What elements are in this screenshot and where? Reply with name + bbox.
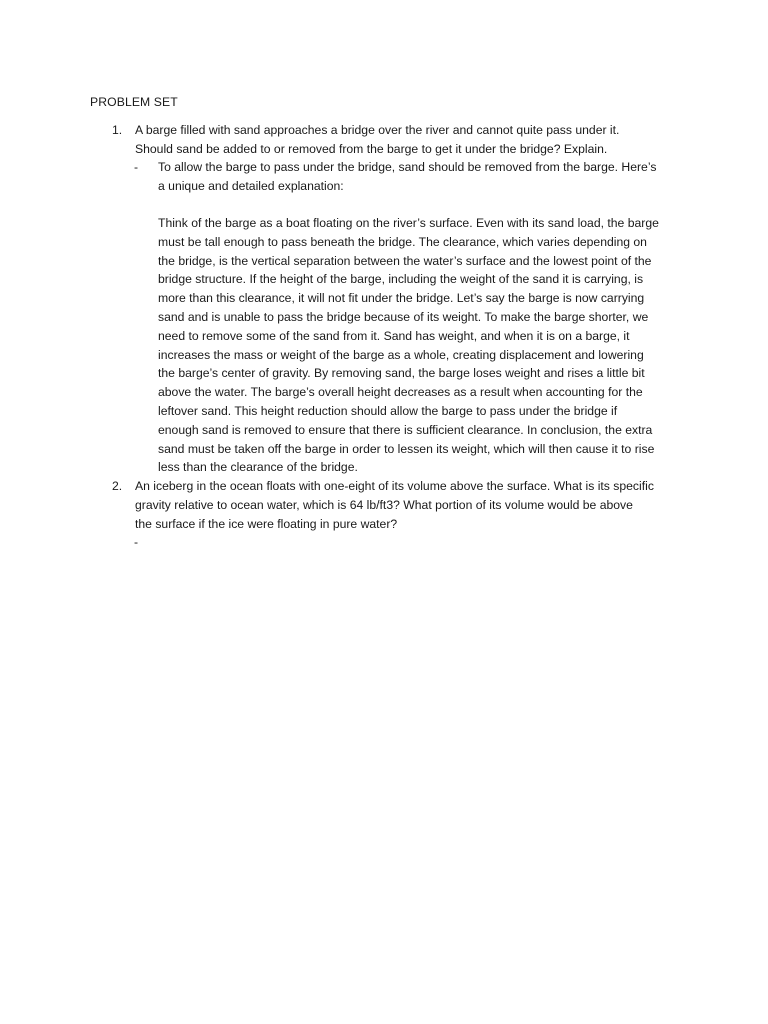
answer-dash: - [134,160,139,174]
question-line: Should sand be added to or removed from the barge to get it under the bridge? Explain. [135,141,608,156]
problem-question [135,121,680,159]
answer-line: a unique and detailed explanation: [158,178,344,193]
question-line: the surface if the ice were floating in pure water? [135,516,398,531]
answer-body-line: sand must be taken off the barge in order to lessen its weight, which will then cause it to rise [158,441,655,456]
problem-number: 2. [112,479,123,493]
answer-body-line: leftover sand. This height reduction should allow the barge to pass under the bridge if [158,403,618,418]
problem-question [135,477,680,533]
answer-body [158,214,683,477]
answer-body-line: bridge structure. If the height of the barge, including the weight of the sand it is carrying, is [158,272,644,287]
answer-body-line: above the water. The barge’s overall height decreases as a result when accounting for the [158,385,643,400]
answer-body-line: need to remove some of the sand from it. Sand has weight, and when it is on a barge, it [158,328,630,343]
answer-body-line: increases the mass or weight of the barge as a whole, creating displacement and lowering [158,347,644,362]
answer-body-line: more than this clearance, it will not fit under the bridge. Let’s say the barge is now carrying [158,291,645,306]
answer-body-line: Think of the barge as a boat floating on the river’s surface. Even with its sand load, the barge [158,216,659,230]
question-line: A barge filled with sand approaches a bridge over the river and cannot quite pass under it. [135,123,620,137]
answer-body-line: must be tall enough to pass beneath the bridge. The clearance, which varies depending on [158,234,647,249]
question-line: gravity relative to ocean water, which is 64 lb/ft3? What portion of its volume would be above [135,497,633,512]
question-line: An iceberg in the ocean floats with one-eight of its volume above the surface. What is its specific [135,479,654,493]
document-title: PROBLEM SET [90,95,178,109]
answer-intro [158,158,683,196]
problem-number: 1. [112,123,123,137]
answer-body-line: the barge’s center of gravity. By removing sand, the barge loses weight and rises a little bit [158,366,645,381]
answer-body-line: the bridge, is the vertical separation between the water’s surface and the lowest point of the [158,253,652,268]
answer-body-line: sand and is unable to pass the bridge because of its weight. To make the barge shorter, we [158,309,649,324]
answer-body-line: enough sand is removed to ensure that there is sufficient clearance. In conclusion, the extra [158,422,653,437]
answer-line: To allow the barge to pass under the bridge, sand should be removed from the barge. Here’s [158,160,657,174]
answer-body-line: less than the clearance of the bridge. [158,460,358,475]
answer-dash: - [134,535,139,549]
